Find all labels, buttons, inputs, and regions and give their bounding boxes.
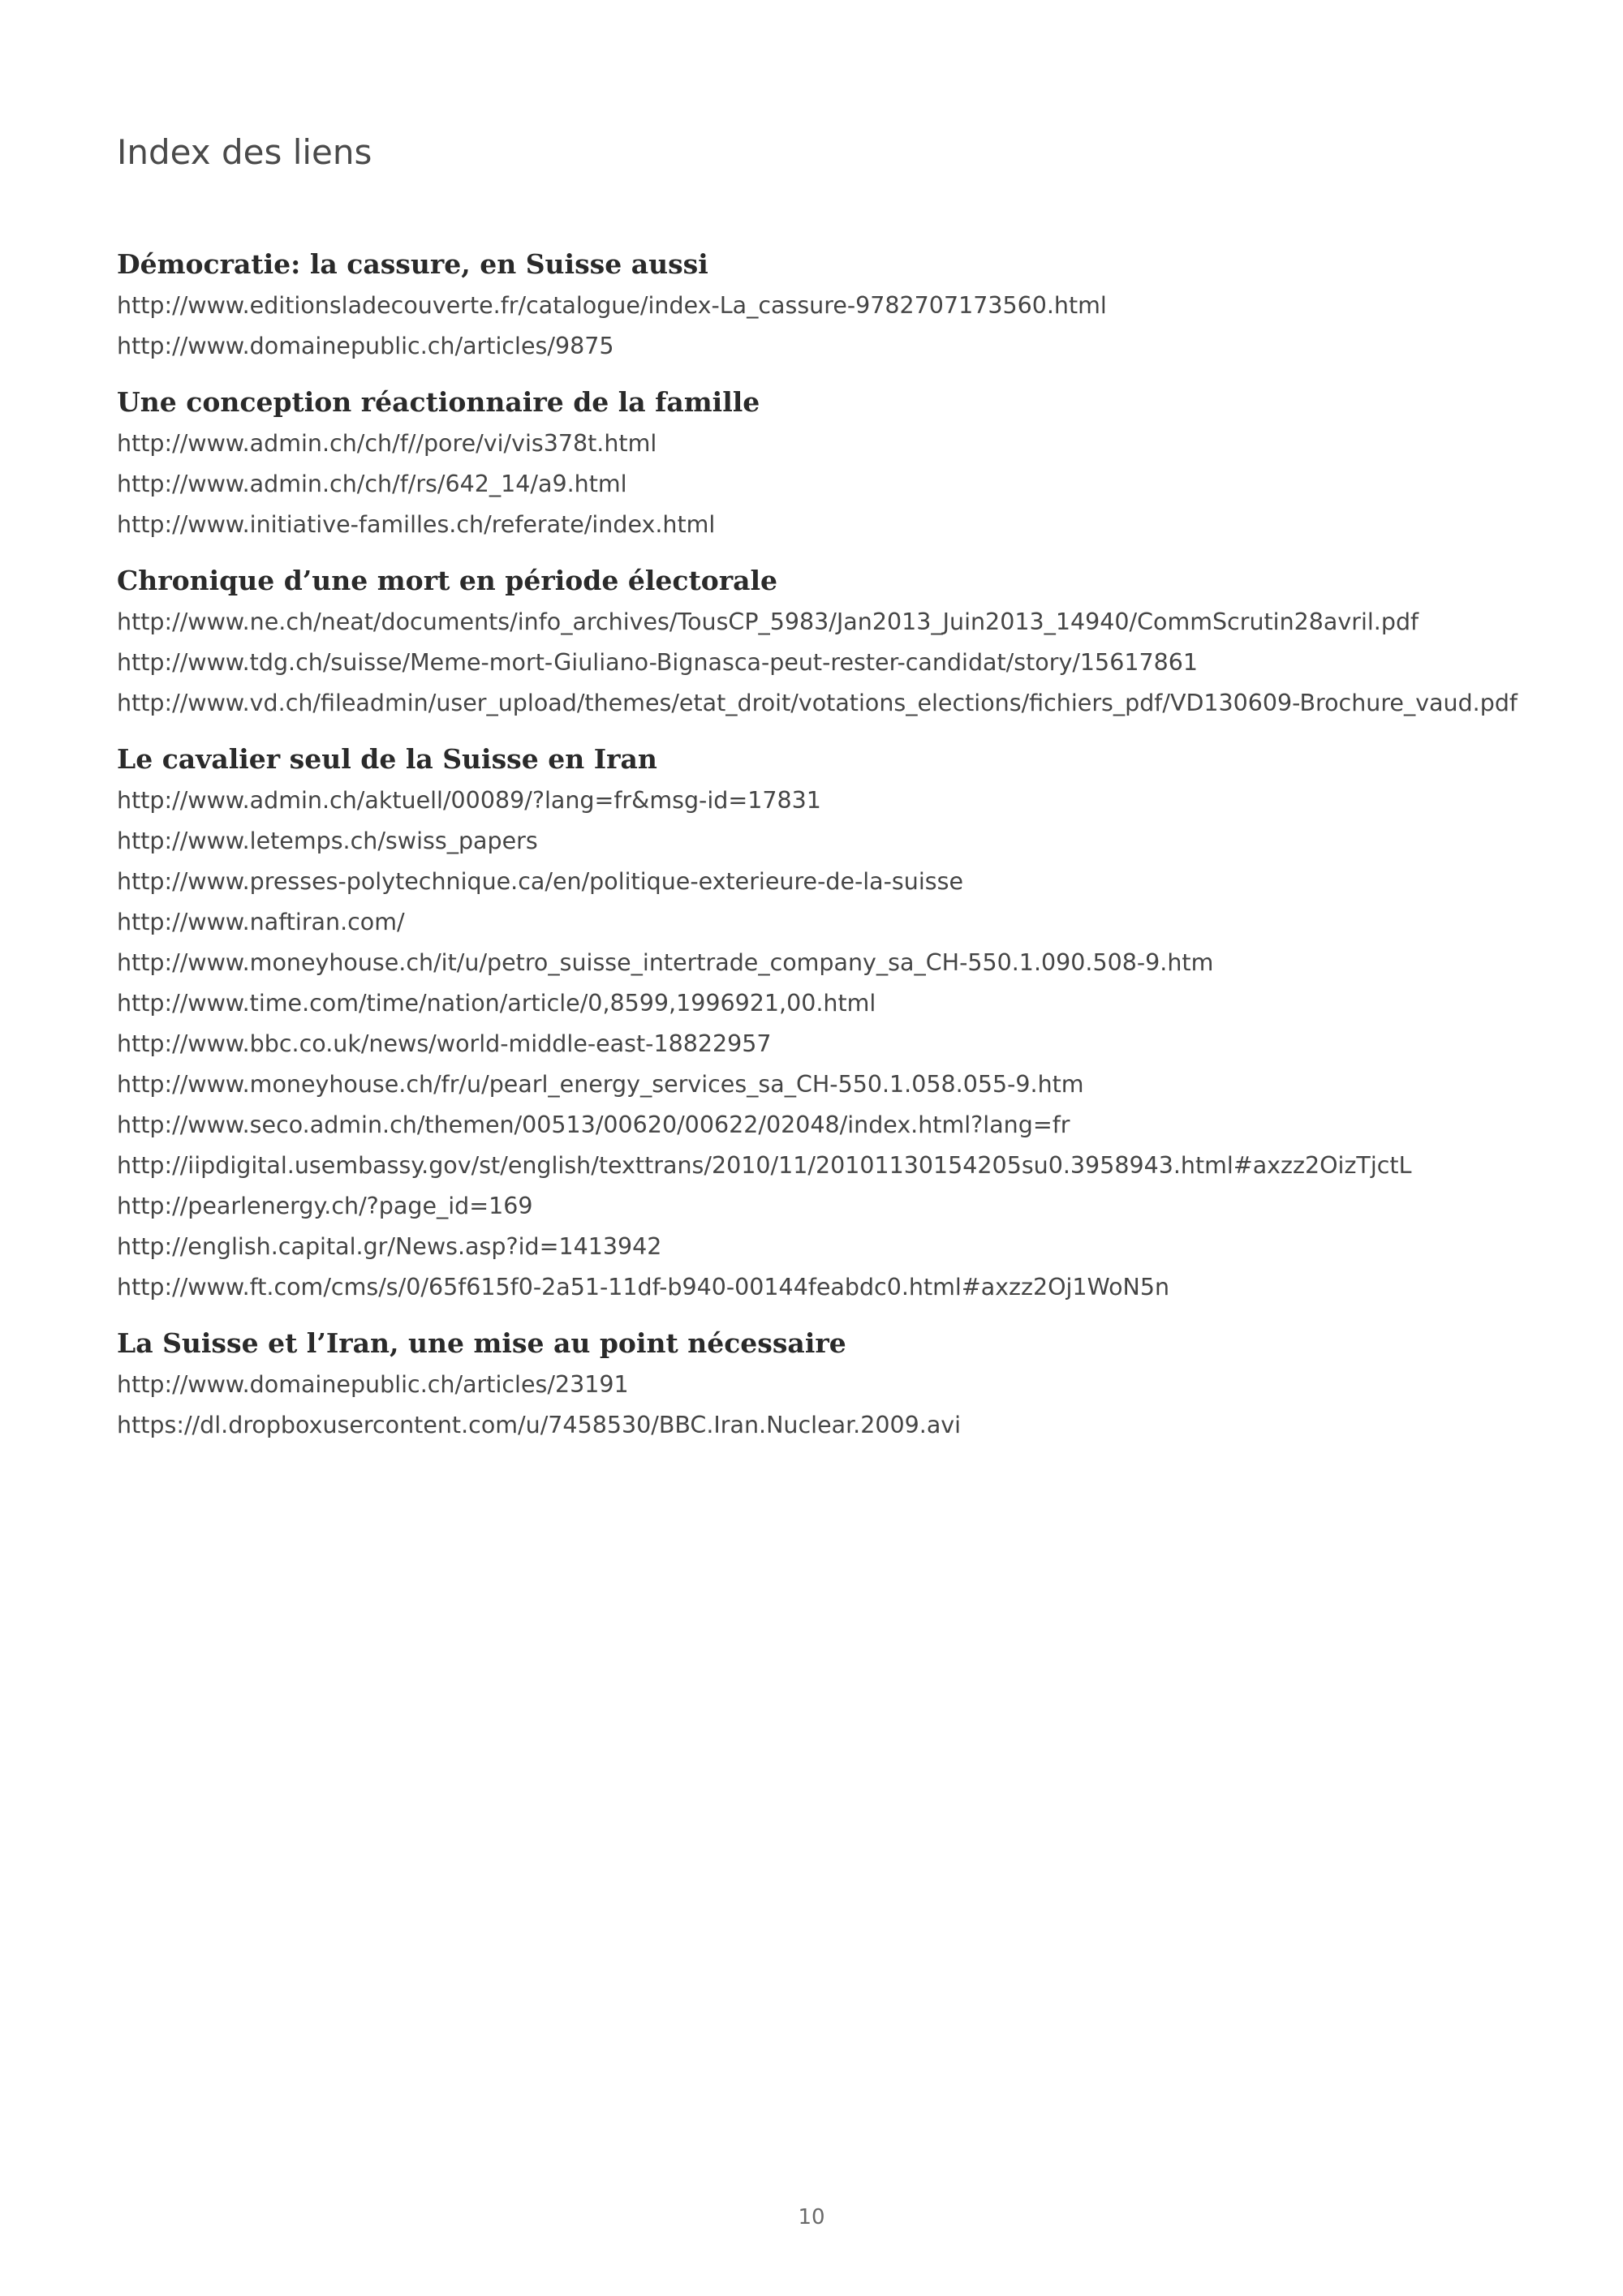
link-item[interactable]: http://www.bbc.co.uk/news/world-middle-east-18822957: [117, 1030, 772, 1057]
link-item[interactable]: https://dl.dropboxusercontent.com/u/7458530/BBC.Iran.Nuclear.2009.avi: [117, 1412, 962, 1438]
link-list: [117, 286, 1521, 367]
link-item[interactable]: http://www.admin.ch/ch/f//pore/vi/vis378t.html: [117, 430, 657, 457]
link-list: [117, 602, 1521, 724]
link-item[interactable]: http://www.ft.com/cms/s/0/65f615f0-2a51-11df-b940-00144feabdc0.html#axzz2Oj1WoN5n: [117, 1274, 1170, 1301]
section-cavalier-seul: [117, 738, 1521, 1308]
link-item[interactable]: http://pearlenergy.ch/?page_id=169: [117, 1193, 533, 1219]
link-item[interactable]: http://www.time.com/time/nation/article/0,8599,1996921,00.html: [117, 990, 876, 1017]
link-item[interactable]: http://iipdigital.usembassy.gov/st/english/texttrans/2010/11/20101130154205su0.3958943.html#axzz2OizTjctL: [117, 1152, 1412, 1179]
link-index: [117, 243, 1521, 1460]
link-item[interactable]: http://www.admin.ch/aktuell/00089/?lang=fr&msg-id=17831: [117, 787, 821, 814]
section-chronique: [117, 560, 1521, 724]
link-list: [117, 424, 1521, 545]
link-item[interactable]: http://www.admin.ch/ch/f/rs/642_14/a9.html: [117, 471, 627, 497]
section-title: Chronique d’une mort en période électorale: [117, 565, 778, 596]
link-list: [117, 780, 1521, 1308]
section-title: Démocratie: la cassure, en Suisse aussi: [117, 248, 708, 280]
link-item[interactable]: http://www.seco.admin.ch/themen/00513/00620/00622/02048/index.html?lang=fr: [117, 1111, 1070, 1138]
link-item[interactable]: http://www.ne.ch/neat/documents/info_archives/TousCP_5983/Jan2013_Juin2013_14940/CommScrutin28avril.pdf: [117, 608, 1419, 635]
link-item[interactable]: http://www.vd.ch/fileadmin/user_upload/themes/etat_droit/votations_elections/fichiers_pdf/VD130609-Brochure_vaud.pdf: [117, 690, 1518, 716]
page-number: 10: [798, 2205, 825, 2229]
link-item[interactable]: http://www.letemps.ch/swiss_papers: [117, 828, 538, 854]
section-suisse-iran: [117, 1322, 1521, 1446]
link-item[interactable]: http://www.domainepublic.ch/articles/23191: [117, 1371, 629, 1398]
link-item[interactable]: http://www.initiative-familles.ch/referate/index.html: [117, 511, 716, 538]
link-item[interactable]: http://www.tdg.ch/suisse/Meme-mort-Giuliano-Bignasca-peut-rester-candidat/story/15617861: [117, 649, 1198, 676]
link-item[interactable]: http://www.moneyhouse.ch/fr/u/pearl_energy_services_sa_CH-550.1.058.055-9.htm: [117, 1071, 1084, 1098]
link-item[interactable]: http://www.naftiran.com/: [117, 909, 405, 935]
link-item[interactable]: http://www.editionsladecouverte.fr/catalogue/index-La_cassure-9782707173560.html: [117, 292, 1107, 319]
section-title: Une conception réactionnaire de la famille: [117, 386, 760, 418]
link-list: [117, 1365, 1521, 1446]
section-democratie: [117, 243, 1521, 367]
link-item[interactable]: http://www.domainepublic.ch/articles/9875: [117, 333, 614, 359]
section-title: La Suisse et l’Iran, une mise au point nécessaire: [117, 1327, 846, 1359]
section-title: Le cavalier seul de la Suisse en Iran: [117, 743, 657, 775]
link-item[interactable]: http://www.presses-polytechnique.ca/en/politique-exterieure-de-la-suisse: [117, 868, 963, 895]
section-famille: [117, 381, 1521, 545]
page-title: Index des liens: [117, 132, 372, 172]
link-item[interactable]: http://www.moneyhouse.ch/it/u/petro_suisse_intertrade_company_sa_CH-550.1.090.508-9.htm: [117, 949, 1214, 976]
link-item[interactable]: http://english.capital.gr/News.asp?id=1413942: [117, 1233, 662, 1260]
